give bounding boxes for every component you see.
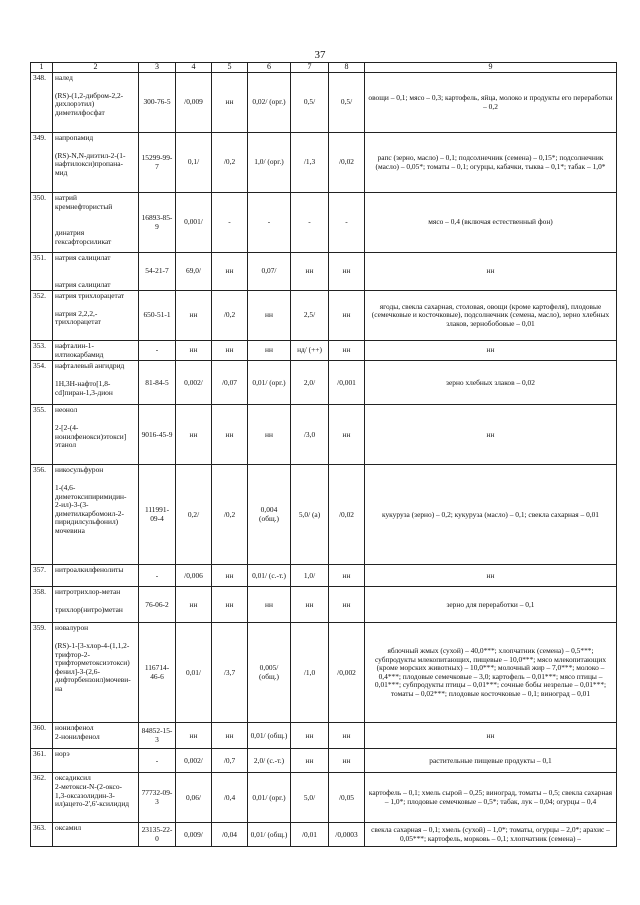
substance-name-line: 1,3-оксазолидин-3- bbox=[55, 790, 115, 800]
cell-c5: нн bbox=[212, 341, 248, 361]
row-number: 352. bbox=[31, 291, 53, 341]
row-number: 354. bbox=[31, 361, 53, 405]
cell-c4: 0,2/ bbox=[176, 465, 212, 565]
substance-name bbox=[53, 133, 139, 193]
row-number: 357. bbox=[31, 565, 53, 587]
cell-c4: 0,009/ bbox=[176, 823, 212, 847]
cell-c4: нн bbox=[176, 723, 212, 749]
substance-name-line: диметоксипиримидин- bbox=[55, 491, 127, 501]
cell-c4: /0,009 bbox=[176, 73, 212, 133]
cell-c7: 5,0/ (а) bbox=[291, 465, 329, 565]
cell-c5: нн bbox=[212, 587, 248, 623]
substance-name bbox=[53, 773, 139, 823]
residue-limits: ягоды, свекла сахарная, столовая, овощи (кроме картофеля), плодовые (семечковые и косточковые), подсолнечник (семена, масло), зерно хлебных злаков, зернобобовые – 0,01 bbox=[365, 291, 617, 341]
residue-limits: зерно хлебных злаков – 0,02 bbox=[365, 361, 617, 405]
substance-name-line: диметилкарбомоил-2- bbox=[55, 508, 124, 518]
cell-c4: 0,001/ bbox=[176, 193, 212, 253]
substance-name-line: гексафторсиликат bbox=[55, 236, 112, 246]
cell-c6: 0,01/ (орг.) bbox=[248, 361, 291, 405]
substance-name-line: натрия салицилат bbox=[55, 279, 111, 289]
residue-limits: картофель – 0,1; хмель сырой – 0,25; виноград, томаты – 0,5; свекла сахарная – 1,0*; плодовые семечковые – 0,5*; табак, лук – 0,04; огурцы – 0,4 bbox=[365, 773, 617, 823]
table-row bbox=[31, 623, 617, 723]
substance-name bbox=[53, 565, 139, 587]
cell-c7: /1,3 bbox=[291, 133, 329, 193]
cell-c8: /0,05 bbox=[329, 773, 365, 823]
cell-c3: 81-84-5 bbox=[139, 361, 176, 405]
cell-c5: нн bbox=[212, 73, 248, 133]
substance-name-line: 1Н,3Н-нафто[1,8- bbox=[55, 378, 111, 388]
substance-name-line: нафталин-1- bbox=[55, 341, 94, 351]
row-number: 358. bbox=[31, 587, 53, 623]
column-header-4: 4 bbox=[176, 63, 212, 73]
cell-c7: 1,0/ bbox=[291, 565, 329, 587]
cell-c8: нн bbox=[329, 587, 365, 623]
residue-limits: овощи – 0,1; мясо – 0,3; картофель, яйца, молоко и продукты его переработки – 0,2 bbox=[365, 73, 617, 133]
cell-c8: /0,02 bbox=[329, 465, 365, 565]
substance-name-line: налед bbox=[55, 73, 73, 82]
substance-name-line: на bbox=[55, 683, 63, 693]
substance-name-line: 2-[2-(4- bbox=[55, 422, 79, 432]
cell-c8: нн bbox=[329, 253, 365, 291]
substance-name bbox=[53, 823, 139, 847]
row-number: 353. bbox=[31, 341, 53, 361]
cell-c5: /0,7 bbox=[212, 749, 248, 773]
cell-c3: 54-21-7 bbox=[139, 253, 176, 291]
substance-name bbox=[53, 623, 139, 723]
column-header-6: 6 bbox=[248, 63, 291, 73]
cell-c6: 2,0/ (с.-т.) bbox=[248, 749, 291, 773]
residue-limits: нн bbox=[365, 565, 617, 587]
substance-name-line: (RS)-1-[3-хлор-4-(1,1,2- bbox=[55, 640, 130, 650]
cell-c3: 650-51-1 bbox=[139, 291, 176, 341]
cell-c7: /3,0 bbox=[291, 405, 329, 465]
substance-name-line: ил)ацето-2',6'-ксилидид bbox=[55, 799, 130, 809]
substance-name-line: 2-ил)-3-(3- bbox=[55, 500, 89, 510]
substance-name-line: мид bbox=[55, 167, 68, 177]
cell-c8: нн bbox=[329, 723, 365, 749]
row-number: 351. bbox=[31, 253, 53, 291]
cell-c3: 76-06-2 bbox=[139, 587, 176, 623]
substance-name-line: диметилфосфат bbox=[55, 107, 105, 117]
substance-name-line: 1-(4,6- bbox=[55, 482, 76, 492]
cell-c3: 116714-46-6 bbox=[139, 623, 176, 723]
cell-c3: 23135-22-0 bbox=[139, 823, 176, 847]
cell-c8: нн bbox=[329, 405, 365, 465]
table-row bbox=[31, 405, 617, 465]
cell-c4: нн bbox=[176, 587, 212, 623]
cell-c5: нн bbox=[212, 405, 248, 465]
column-header-3: 3 bbox=[139, 63, 176, 73]
cell-c7: 5,0/ bbox=[291, 773, 329, 823]
table-row bbox=[31, 291, 617, 341]
cell-c6: 0,01/ (общ.) bbox=[248, 723, 291, 749]
cell-c8: /0,002 bbox=[329, 623, 365, 723]
table-row bbox=[31, 773, 617, 823]
table-row bbox=[31, 723, 617, 749]
cell-c6: нн bbox=[248, 341, 291, 361]
substance-name-line: илтиокарбамид bbox=[55, 349, 104, 359]
substance-name-line: никосульфурон bbox=[55, 465, 104, 475]
residue-limits: рапс (зерно, масло) – 0,1; подсолнечник (семена) – 0,15*; подсолнечник (масло) – 0,05*; томаты – 0,1; огурцы, кабачки, тыква – 0,1*; табак – 1,0* bbox=[365, 133, 617, 193]
cell-c6: 0,005/ (общ.) bbox=[248, 623, 291, 723]
cell-c5: /0,2 bbox=[212, 465, 248, 565]
residue-limits: кукуруза (зерно) – 0,2; кукуруза (масло) – 0,1; свекла сахарная – 0,01 bbox=[365, 465, 617, 565]
cell-c7: нн bbox=[291, 587, 329, 623]
table-row bbox=[31, 133, 617, 193]
residue-limits: нн bbox=[365, 341, 617, 361]
substance-name bbox=[53, 361, 139, 405]
cell-c8: нн bbox=[329, 341, 365, 361]
substance-name-line: оксамил bbox=[55, 823, 82, 833]
cell-c7: нн bbox=[291, 749, 329, 773]
cell-c4: 0,002/ bbox=[176, 361, 212, 405]
substance-name-line: оксадиксил bbox=[55, 773, 91, 783]
substance-name-line: неонол bbox=[55, 405, 78, 415]
row-number: 356. bbox=[31, 465, 53, 565]
row-number: 362. bbox=[31, 773, 53, 823]
cell-c5: /0,2 bbox=[212, 291, 248, 341]
substance-name-line: нитроалкилфенолиты bbox=[55, 565, 124, 575]
cell-c5: /0,07 bbox=[212, 361, 248, 405]
residue-limits: мясо – 0,4 (включая естественный фон) bbox=[365, 193, 617, 253]
cell-c8: нн bbox=[329, 565, 365, 587]
cell-c3: 300-76-5 bbox=[139, 73, 176, 133]
substance-name-line: кремнефтористый bbox=[55, 201, 113, 211]
table-row bbox=[31, 193, 617, 253]
substance-name-line: (RS)-(1,2-дибром-2,2- bbox=[55, 90, 124, 100]
cell-c4: 0,002/ bbox=[176, 749, 212, 773]
substance-name-line: нонилфенол bbox=[55, 723, 94, 733]
substance-name-line: трихлорацетат bbox=[55, 317, 101, 327]
table-row bbox=[31, 341, 617, 361]
substance-name-line: cd]пиран-1,3-дион bbox=[55, 387, 113, 397]
cell-c8: нн bbox=[329, 749, 365, 773]
substance-name-line: натрия салицилат bbox=[55, 253, 111, 262]
row-number: 363. bbox=[31, 823, 53, 847]
substance-name bbox=[53, 341, 139, 361]
residue-limits: нн bbox=[365, 723, 617, 749]
cell-c4: нн bbox=[176, 341, 212, 361]
residue-limits: зерно для переработки – 0,1 bbox=[365, 587, 617, 623]
substance-name bbox=[53, 291, 139, 341]
substance-name-line: дифторбензоил)мочеви- bbox=[55, 675, 131, 685]
cell-c8: /0,001 bbox=[329, 361, 365, 405]
cell-c6: - bbox=[248, 193, 291, 253]
row-number: 359. bbox=[31, 623, 53, 723]
cell-c5: нн bbox=[212, 723, 248, 749]
table-row bbox=[31, 361, 617, 405]
column-header-9: 9 bbox=[365, 63, 617, 73]
substance-name-line: натрий bbox=[55, 193, 77, 202]
table-row bbox=[31, 253, 617, 291]
substance-name-line: натрия трихлорацетат bbox=[55, 291, 125, 301]
cell-c7: 0,5/ bbox=[291, 73, 329, 133]
substance-name-line: напропамид bbox=[55, 133, 94, 142]
substance-name-line: норэ bbox=[55, 749, 70, 759]
substance-name-line: натрия 2,2,2,- bbox=[55, 308, 98, 318]
cell-c6: нн bbox=[248, 587, 291, 623]
substance-name-line: трифтор-2- bbox=[55, 649, 90, 659]
column-header-5: 5 bbox=[212, 63, 248, 73]
column-header-7: 7 bbox=[291, 63, 329, 73]
table-row bbox=[31, 587, 617, 623]
residue-limits: нн bbox=[365, 405, 617, 465]
substance-name bbox=[53, 73, 139, 133]
cell-c3: - bbox=[139, 565, 176, 587]
substance-name-line: нонилфенокси)этокси] bbox=[55, 431, 127, 441]
row-number: 355. bbox=[31, 405, 53, 465]
substance-name-line: нафтилокси)пропана- bbox=[55, 159, 123, 169]
substance-name-line: мочевина bbox=[55, 525, 85, 535]
cell-c3: 15299-99-7 bbox=[139, 133, 176, 193]
column-header-8: 8 bbox=[329, 63, 365, 73]
substance-name-line: трихлор(нитро)метан bbox=[55, 604, 123, 614]
substance-name-line: нитротрихлор-метан bbox=[55, 587, 121, 597]
table-row bbox=[31, 565, 617, 587]
substance-name bbox=[53, 193, 139, 253]
table-row bbox=[31, 465, 617, 565]
cell-c4: 0,1/ bbox=[176, 133, 212, 193]
cell-c5: нн bbox=[212, 253, 248, 291]
table-row bbox=[31, 823, 617, 847]
substance-name-line: фенил]-3-(2,6- bbox=[55, 666, 100, 676]
cell-c4: 0,06/ bbox=[176, 773, 212, 823]
cell-c4: нн bbox=[176, 405, 212, 465]
regulation-table bbox=[30, 62, 617, 847]
cell-c6: 0,02/ (орг.) bbox=[248, 73, 291, 133]
column-header-2: 2 bbox=[53, 63, 139, 73]
cell-c3: 111991-09-4 bbox=[139, 465, 176, 565]
substance-name bbox=[53, 749, 139, 773]
cell-c3: 84852-15-3 bbox=[139, 723, 176, 749]
substance-name-line: новалурон bbox=[55, 623, 89, 633]
substance-name-line: пиридилсульфонил) bbox=[55, 517, 119, 527]
cell-c5: нн bbox=[212, 565, 248, 587]
substance-name-line: трифторметоксиэтокси) bbox=[55, 658, 130, 668]
cell-c8: 0,5/ bbox=[329, 73, 365, 133]
cell-c6: нн bbox=[248, 291, 291, 341]
residue-limits: нн bbox=[365, 253, 617, 291]
table-body bbox=[31, 73, 617, 847]
substance-name bbox=[53, 465, 139, 565]
page-number: 37 bbox=[314, 49, 326, 61]
cell-c3: 9016-45-9 bbox=[139, 405, 176, 465]
row-number: 360. bbox=[31, 723, 53, 749]
cell-c7: /1,0 bbox=[291, 623, 329, 723]
cell-c3: 16893-85-9 bbox=[139, 193, 176, 253]
cell-c3: - bbox=[139, 749, 176, 773]
cell-c6: 0,004 (общ.) bbox=[248, 465, 291, 565]
cell-c4: 69,0/ bbox=[176, 253, 212, 291]
table-row bbox=[31, 73, 617, 133]
cell-c5: - bbox=[212, 193, 248, 253]
substance-name-line bbox=[55, 211, 136, 220]
cell-c3: 77732-09-3 bbox=[139, 773, 176, 823]
cell-c4: 0,01/ bbox=[176, 623, 212, 723]
substance-name bbox=[53, 587, 139, 623]
cell-c6: 0,01/ (орг.) bbox=[248, 773, 291, 823]
cell-c6: нн bbox=[248, 405, 291, 465]
cell-c7: /0,01 bbox=[291, 823, 329, 847]
table-row bbox=[31, 749, 617, 773]
cell-c7: нн bbox=[291, 723, 329, 749]
cell-c7: нд/ (++) bbox=[291, 341, 329, 361]
row-number: 348. bbox=[31, 73, 53, 133]
cell-c8: - bbox=[329, 193, 365, 253]
substance-name-line: (RS)-N,N-диэтил-2-(1- bbox=[55, 150, 126, 160]
cell-c7: нн bbox=[291, 253, 329, 291]
row-number: 361. bbox=[31, 749, 53, 773]
cell-c6: 0,01/ (общ.) bbox=[248, 823, 291, 847]
substance-name-line: 2-метокси-N-(2-оксо- bbox=[55, 781, 122, 791]
cell-c5: /3,7 bbox=[212, 623, 248, 723]
cell-c8: нн bbox=[329, 291, 365, 341]
substance-name-line bbox=[55, 263, 136, 272]
cell-c8: /0,0003 bbox=[329, 823, 365, 847]
substance-name-line: дихлорэтил) bbox=[55, 99, 95, 109]
substance-name bbox=[53, 405, 139, 465]
residue-limits: растительные пищевые продукты – 0,1 bbox=[365, 749, 617, 773]
header-row bbox=[31, 63, 617, 73]
residue-limits: свекла сахарная – 0,1; хмель (сухой) – 1,0*; томаты, огурцы – 2,0*; арахис – 0,05***; картофель, морковь – 0,1; хлопчатник (семена) – bbox=[365, 823, 617, 847]
row-number: 349. bbox=[31, 133, 53, 193]
cell-c4: /0,006 bbox=[176, 565, 212, 587]
cell-c7: 2,0/ bbox=[291, 361, 329, 405]
substance-name-line: 2-нонилфенол bbox=[55, 731, 100, 741]
row-number: 350. bbox=[31, 193, 53, 253]
cell-c7: 2,5/ bbox=[291, 291, 329, 341]
cell-c5: /0,04 bbox=[212, 823, 248, 847]
cell-c6: 1,0/ (орг.) bbox=[248, 133, 291, 193]
substance-name-line: этанол bbox=[55, 440, 77, 450]
cell-c5: /0,4 bbox=[212, 773, 248, 823]
cell-c6: 0,01/ (с.-т.) bbox=[248, 565, 291, 587]
substance-name-line: нафталевый ангидрид bbox=[55, 361, 125, 371]
substance-name-line: динатрия bbox=[55, 228, 85, 238]
residue-limits: яблочный жмых (сухой) – 40,0***; хлопчатник (семена) – 0,5***; субпродукты млекопитающих, пищевые – 10,0***; мясо млекопитающих (кроме морских животных) – 10,0***; молочный жир – 7,0***; молоко – 0,4***; плодовые семечковые – 3,0; картофель – 0,01***; мясо птицы – 0,01***; субпродукты птицы – 0,01***; сочные бобы незрелые – 0,01***; томаты – 0,02***; плодовые косточковые – 0,1; виноград – 0,01 bbox=[365, 623, 617, 723]
cell-c5: /0,2 bbox=[212, 133, 248, 193]
cell-c3: - bbox=[139, 341, 176, 361]
substance-name bbox=[53, 723, 139, 749]
column-header-1: 1 bbox=[31, 63, 53, 73]
cell-c6: 0,07/ bbox=[248, 253, 291, 291]
cell-c8: /0,02 bbox=[329, 133, 365, 193]
cell-c4: нн bbox=[176, 291, 212, 341]
cell-c7: - bbox=[291, 193, 329, 253]
substance-name bbox=[53, 253, 139, 291]
